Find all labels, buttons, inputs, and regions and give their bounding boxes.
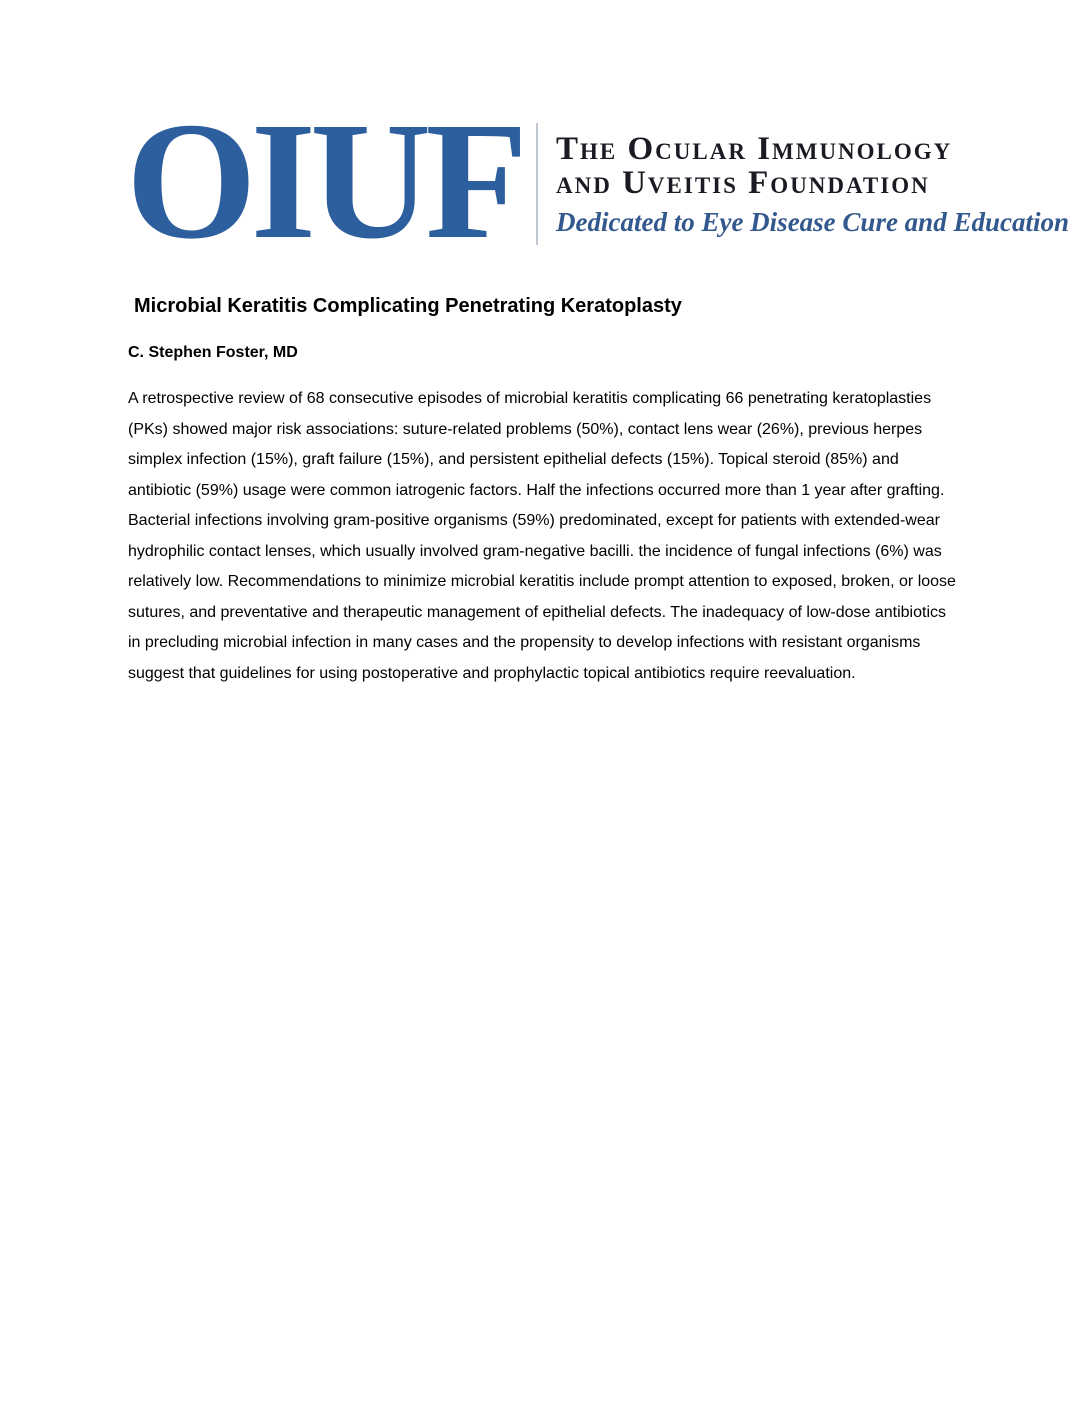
article-abstract: A retrospective review of 68 consecutive episodes of microbial keratitis complicating 66 penetrating keratoplasties (PKs) showed major risk associations: suture-related problems (50%), contact lens wear (26%), previous herpes simplex infection (15%), graft failure (15%), and persistent epithelial defects (15%). Topical steroid (85%) and antibiotic (59%) usage were common iatrogenic factors. Half the infections occurred more than 1 year after grafting. Bacterial infections involving gram-positive organisms (59%) predominated, except for patients with extended-wear hydrophilic contact lenses, which usually involved gram-negative bacilli. the incidence of fungal infections (6%) was relatively low. Recommendations to minimize microbial keratitis include prompt attention to exposed, broken, or loose sutures, and preventative and therapeutic management of epithelial defects. The inadequacy of low-dose antibiotics in precluding microbial infection in many cases and the propensity to develop infections with resistant organisms suggest that guidelines for using postoperative and prophylactic topical antibiotics require reevaluation. bbox=[128, 390, 956, 682]
oiuf-logo bbox=[126, 88, 1069, 274]
article-title: Microbial Keratitis Complicating Penetrating Keratoplasty bbox=[134, 295, 682, 317]
oiuf-logo-acronym: OIUF bbox=[126, 88, 522, 274]
logo-divider bbox=[536, 123, 538, 245]
article-author: C. Stephen Foster, MD bbox=[128, 344, 298, 361]
foundation-name-line1: The Ocular Immunology bbox=[556, 130, 953, 167]
foundation-tagline: Dedicated to Eye Disease Cure and Education bbox=[556, 206, 1069, 237]
foundation-name-line2: and Uveitis Foundation bbox=[556, 164, 930, 201]
foundation-name bbox=[556, 132, 1069, 200]
logo-text-block bbox=[556, 132, 1069, 237]
